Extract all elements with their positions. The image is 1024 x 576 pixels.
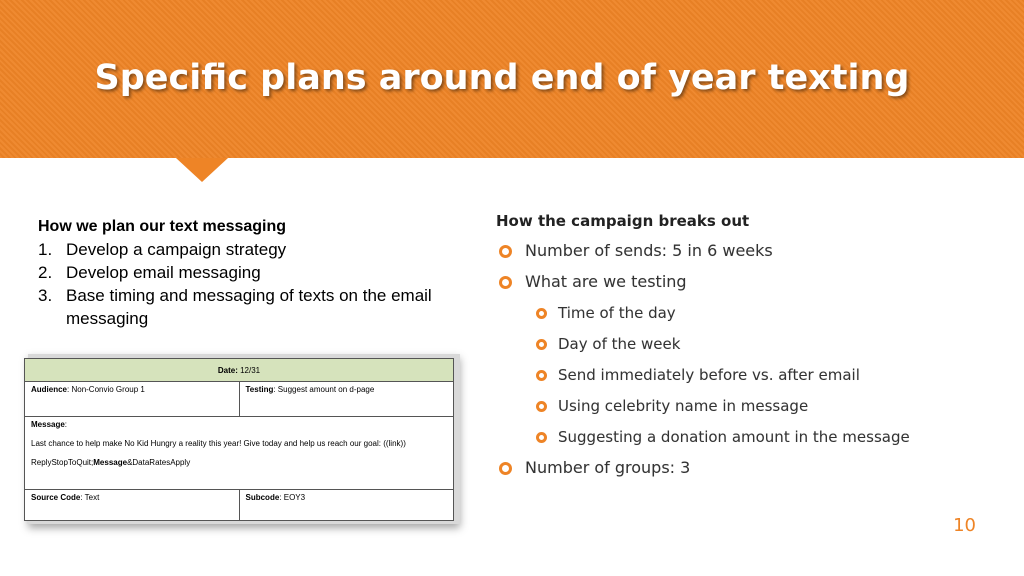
right-heading: How the campaign breaks out: [496, 212, 750, 230]
list-item: [38, 284, 458, 330]
sub-bullet-item: [496, 333, 996, 364]
testing-cell: [239, 382, 454, 417]
table-row: [25, 359, 454, 382]
source-label: Source Code: [31, 493, 81, 502]
ring-bullet-icon: [536, 432, 547, 443]
ring-bullet-icon: [499, 462, 512, 475]
ring-bullet-icon: [499, 245, 512, 258]
banner-notch: [176, 158, 228, 182]
table-row: [25, 490, 454, 521]
table-row: [25, 417, 454, 490]
sub-bullet-text: Using celebrity name in message: [558, 397, 809, 415]
bullet-text: Number of groups: 3: [525, 458, 691, 477]
source-code-cell: [25, 490, 240, 521]
subcode-cell: [239, 490, 454, 521]
message-spec-table: [24, 358, 454, 521]
list-number: 2.: [38, 263, 53, 282]
ring-bullet-icon: [499, 276, 512, 289]
bullet-text: What are we testing: [525, 272, 687, 291]
left-column: [38, 218, 458, 330]
message-line-1: Last chance to help make No Kid Hungry a reality this year! Give today and help us reach our goal: ((link)): [31, 439, 406, 448]
sub-bullet-item: [496, 364, 996, 395]
ring-bullet-icon: [536, 308, 547, 319]
date-cell: [25, 359, 454, 382]
source-value: : Text: [80, 493, 100, 502]
list-item: [38, 238, 458, 261]
bullet-item: [496, 457, 996, 488]
subcode-label: Subcode: [245, 493, 280, 502]
list-item-text: Develop a campaign strategy: [66, 240, 287, 259]
sub-bullet-item: [496, 302, 996, 333]
audience-value: : Non-Convio Group 1: [67, 385, 145, 394]
ring-bullet-icon: [536, 370, 547, 381]
list-item: [38, 261, 458, 284]
list-item-text: Develop email messaging: [66, 263, 261, 282]
sub-bullet-text: Suggesting a donation amount in the message: [558, 428, 910, 446]
sub-bullet-text: Send immediately before vs. after email: [558, 366, 860, 384]
date-value: 12/31: [237, 365, 261, 375]
testing-label: Testing: [245, 385, 274, 394]
message-line-2c: &DataRatesApply: [127, 458, 191, 467]
message-line-2b: Message: [93, 458, 128, 467]
message-label: Message: [31, 420, 65, 429]
list-number: 3.: [38, 286, 53, 305]
bullet-item: [496, 271, 996, 302]
message-cell: [25, 417, 454, 490]
sub-bullet-item: [496, 426, 996, 457]
plan-list: [38, 238, 458, 330]
message-line-2a: ReplyStopToQuit;: [31, 458, 94, 467]
list-number: 1.: [38, 240, 53, 259]
bullet-item: [496, 240, 996, 271]
message-colon: :: [64, 420, 68, 429]
ring-bullet-icon: [536, 339, 547, 350]
slide-title: Specific plans around end of year texting: [94, 58, 910, 98]
left-heading: How we plan our text messaging: [38, 218, 287, 235]
bullet-text: Number of sends: 5 in 6 weeks: [525, 241, 773, 260]
date-label: Date:: [217, 365, 238, 375]
list-item-text: Base timing and messaging of texts on the email messaging: [66, 286, 432, 328]
testing-value: : Suggest amount on d-page: [273, 385, 375, 394]
table-row: [25, 382, 454, 417]
page-number: 10: [953, 515, 976, 536]
right-column: [496, 212, 996, 488]
sub-bullet-item: [496, 395, 996, 426]
sub-bullet-text: Day of the week: [558, 335, 681, 353]
sub-bullet-text: Time of the day: [558, 304, 676, 322]
subcode-value: : EOY3: [279, 493, 306, 502]
audience-label: Audience: [31, 385, 68, 394]
audience-cell: [25, 382, 240, 417]
ring-bullet-icon: [536, 401, 547, 412]
